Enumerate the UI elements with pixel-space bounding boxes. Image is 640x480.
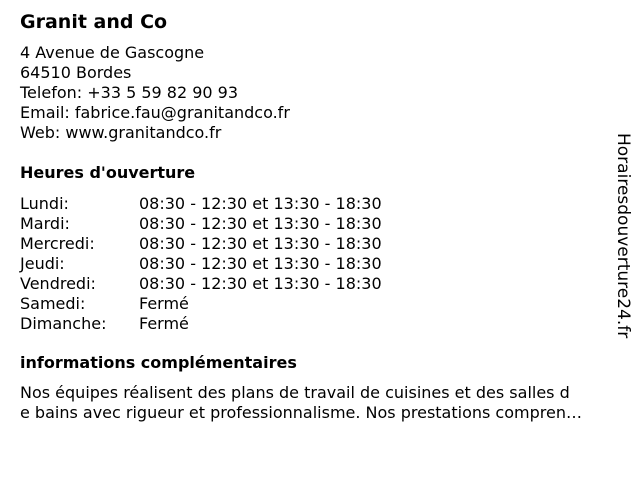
hours-day: Mardi:: [20, 214, 70, 233]
email-address[interactable]: Email: fabrice.fau@granitandco.fr: [20, 103, 290, 122]
hours-time: Fermé: [139, 314, 189, 333]
hours-row-monday: [20, 194, 382, 214]
hours-row-sunday: [20, 314, 382, 334]
hours-day: Jeudi:: [20, 254, 65, 273]
hours-heading: Heures d'ouverture: [20, 163, 196, 182]
hours-day: Lundi:: [20, 194, 69, 213]
hours-day: Samedi:: [20, 294, 86, 313]
hours-time: 08:30 - 12:30 et 13:30 - 18:30: [139, 274, 382, 293]
business-name: Granit and Co: [20, 11, 168, 33]
address-street: 4 Avenue de Gascogne: [20, 43, 205, 62]
phone-number[interactable]: Telefon: +33 5 59 82 90 93: [20, 83, 239, 102]
info-heading: informations complémentaires: [20, 353, 297, 372]
info-text: [20, 383, 628, 423]
hours-row-tuesday: [20, 214, 382, 234]
hours-table: [20, 194, 382, 334]
hours-time: Fermé: [139, 294, 189, 313]
hours-time: 08:30 - 12:30 et 13:30 - 18:30: [139, 194, 382, 213]
website[interactable]: Web: www.granitandco.fr: [20, 123, 222, 142]
hours-day: Mercredi:: [20, 234, 95, 253]
hours-row-saturday: [20, 294, 382, 314]
watermark: Horairesdouverture24.fr: [613, 133, 633, 339]
hours-row-thursday: [20, 254, 382, 274]
hours-row-wednesday: [20, 234, 382, 254]
hours-row-friday: [20, 274, 382, 294]
hours-time: 08:30 - 12:30 et 13:30 - 18:30: [139, 234, 382, 253]
hours-day: Dimanche:: [20, 314, 107, 333]
info-line: e bains avec rigueur et professionnalisme. Nos prestations compren…: [20, 403, 582, 422]
address-city: 64510 Bordes: [20, 63, 132, 82]
hours-day: Vendredi:: [20, 274, 96, 293]
hours-time: 08:30 - 12:30 et 13:30 - 18:30: [139, 214, 382, 233]
info-line: Nos équipes réalisent des plans de travail de cuisines et des salles d: [20, 383, 570, 402]
hours-time: 08:30 - 12:30 et 13:30 - 18:30: [139, 254, 382, 273]
address-block: [20, 43, 290, 143]
